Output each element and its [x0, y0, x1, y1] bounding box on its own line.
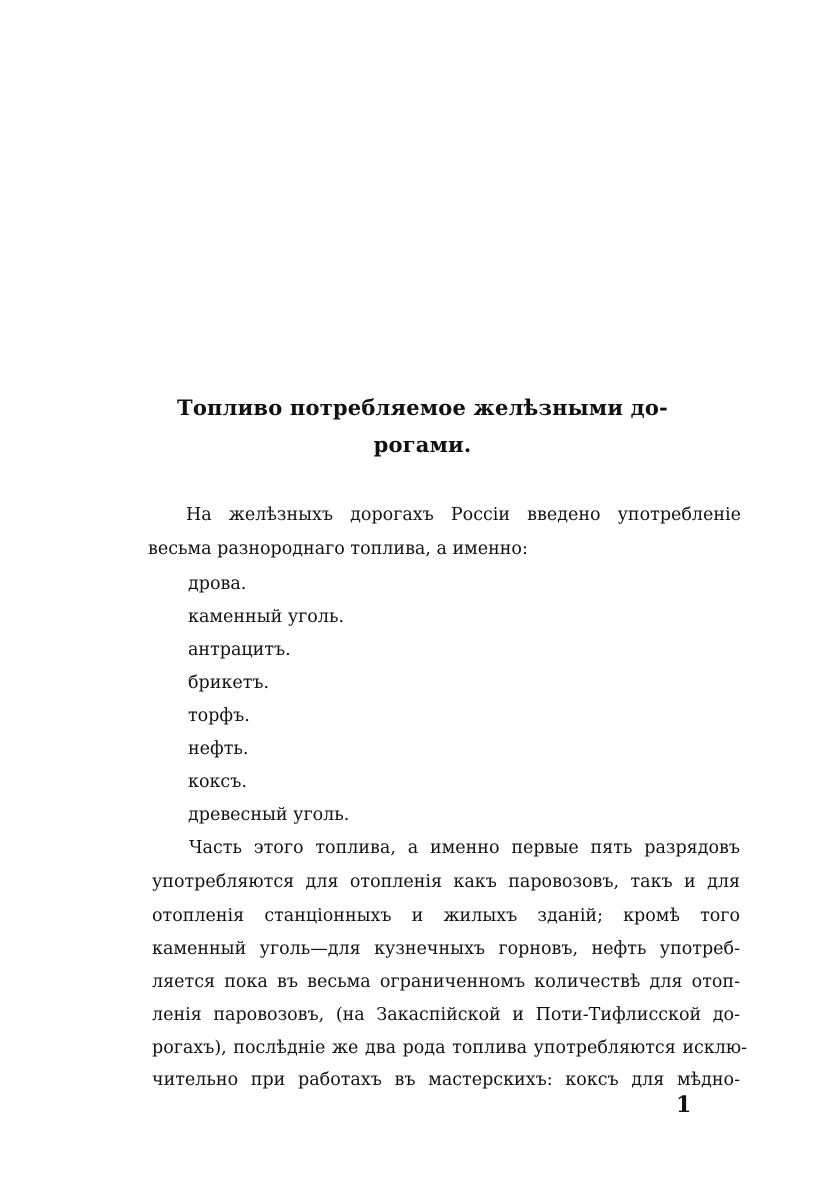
paragraph-line: ленія паровозовъ, (на Закаспійской и Поти-Тифлисской до-: [152, 1005, 740, 1025]
intro-line-1: На желѣзныхъ дорогахъ Россіи введено употребленіе: [186, 505, 741, 525]
section-title-line-1: Топливо потребляемое желѣзными до-: [177, 395, 668, 420]
intro-line-2: весьма разнороднаго топлива, а именно:: [148, 539, 528, 559]
paragraph-line: каменный уголь—для кузнечныхъ горновъ, нефть употреб-: [152, 939, 740, 959]
paragraph-line: употребляются для отопленія какъ паровозовъ, такъ и для: [152, 872, 740, 892]
paragraph-line: чительно при работахъ въ мастерскихъ: коксъ для мѣдно-: [152, 1070, 740, 1090]
fuel-list-item: коксъ.: [188, 772, 247, 792]
section-title-line-2: рогами.: [373, 432, 472, 457]
fuel-list-item: дрова.: [188, 574, 247, 594]
paragraph-line: ляется пока въ весьма ограниченномъ количествѣ для отоп-: [152, 972, 740, 992]
paragraph-line: отопленія станціонныхъ и жилыхъ зданій; кромѣ того: [152, 906, 740, 926]
fuel-list-item: каменный уголь.: [188, 607, 345, 627]
fuel-list-item: антрацитъ.: [188, 640, 291, 660]
fuel-list-item: нефть.: [188, 739, 249, 759]
fuel-list-item: торфъ.: [188, 706, 250, 726]
page-number: 1: [676, 1092, 692, 1118]
fuel-list-item: древесный уголь.: [188, 805, 350, 825]
paragraph-line: Часть этого топлива, а именно первые пять разрядовъ: [189, 838, 740, 858]
paragraph-line: рогахъ), послѣдніе же два рода топлива употребляются исклю-: [152, 1038, 748, 1058]
fuel-list-item: брикетъ.: [188, 673, 270, 693]
